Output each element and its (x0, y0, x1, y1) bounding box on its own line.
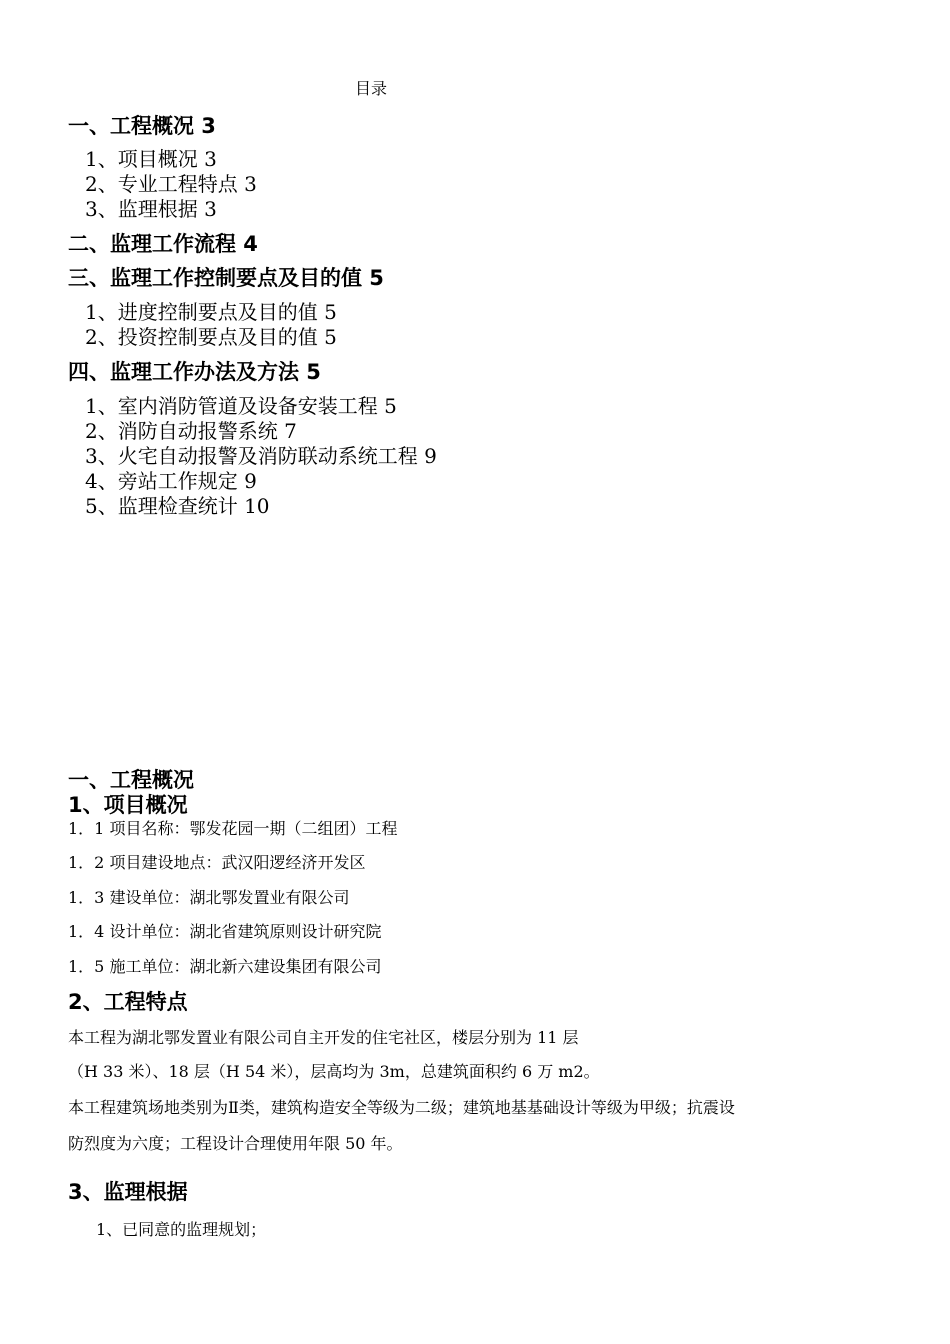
toc-entry[interactable]: 一、工程概况 3 (68, 114, 216, 138)
toc-entry[interactable]: 2、消防自动报警系统 7 (85, 419, 297, 443)
toc-entry[interactable]: 1、室内消防管道及设备安装工程 5 (85, 394, 397, 418)
paragraph-line: 防烈度为六度；工程设计合理使用年限 50 年。 (68, 1134, 403, 1153)
paragraph-line: （H 33 米）、18 层（H 54 米），层高均为 3m，总建筑面积约 6 万 m2。 (68, 1062, 600, 1081)
toc-entry[interactable]: 2、投资控制要点及目的值 5 (85, 325, 337, 349)
info-line: 1．5 施工单位：湖北新六建设集团有限公司 (68, 957, 382, 976)
toc-entry[interactable]: 3、监理根据 3 (85, 197, 217, 221)
toc-entry[interactable]: 二、监理工作流程 4 (68, 232, 258, 256)
info-line: 1．4 设计单位：湖北省建筑原则设计研究院 (68, 922, 382, 941)
section-heading: 一、工程概况 (68, 768, 194, 792)
list-item: 1、已同意的监理规划； (96, 1220, 267, 1239)
toc-entry[interactable]: 1、进度控制要点及目的值 5 (85, 300, 337, 324)
toc-title: 目录 (355, 79, 388, 98)
toc-entry[interactable]: 1、项目概况 3 (85, 147, 217, 171)
toc-entry[interactable]: 5、监理检查统计 10 (85, 494, 270, 518)
info-line: 1．3 建设单位：湖北鄂发置业有限公司 (68, 888, 350, 907)
toc-entry[interactable]: 2、专业工程特点 3 (85, 172, 257, 196)
subsection-heading: 1、项目概况 (68, 793, 188, 817)
info-line: 1．2 项目建设地点：武汉阳逻经济开发区 (68, 853, 366, 872)
paragraph-line: 本工程为湖北鄂发置业有限公司自主开发的住宅社区，楼层分别为 11 层 (68, 1028, 579, 1047)
subsection-heading: 3、监理根据 (68, 1180, 188, 1204)
toc-entry[interactable]: 4、旁站工作规定 9 (85, 469, 257, 493)
info-line: 1．1 项目名称：鄂发花园一期（二组团）工程 (68, 819, 398, 838)
toc-entry[interactable]: 四、监理工作办法及方法 5 (68, 360, 321, 384)
toc-entry[interactable]: 三、监理工作控制要点及目的值 5 (68, 266, 384, 290)
paragraph-line: 本工程建筑场地类别为Ⅱ类，建筑构造安全等级为二级；建筑地基基础设计等级为甲级；抗震设 (68, 1098, 735, 1117)
toc-entry[interactable]: 3、火宅自动报警及消防联动系统工程 9 (85, 444, 437, 468)
subsection-heading: 2、工程特点 (68, 990, 188, 1014)
